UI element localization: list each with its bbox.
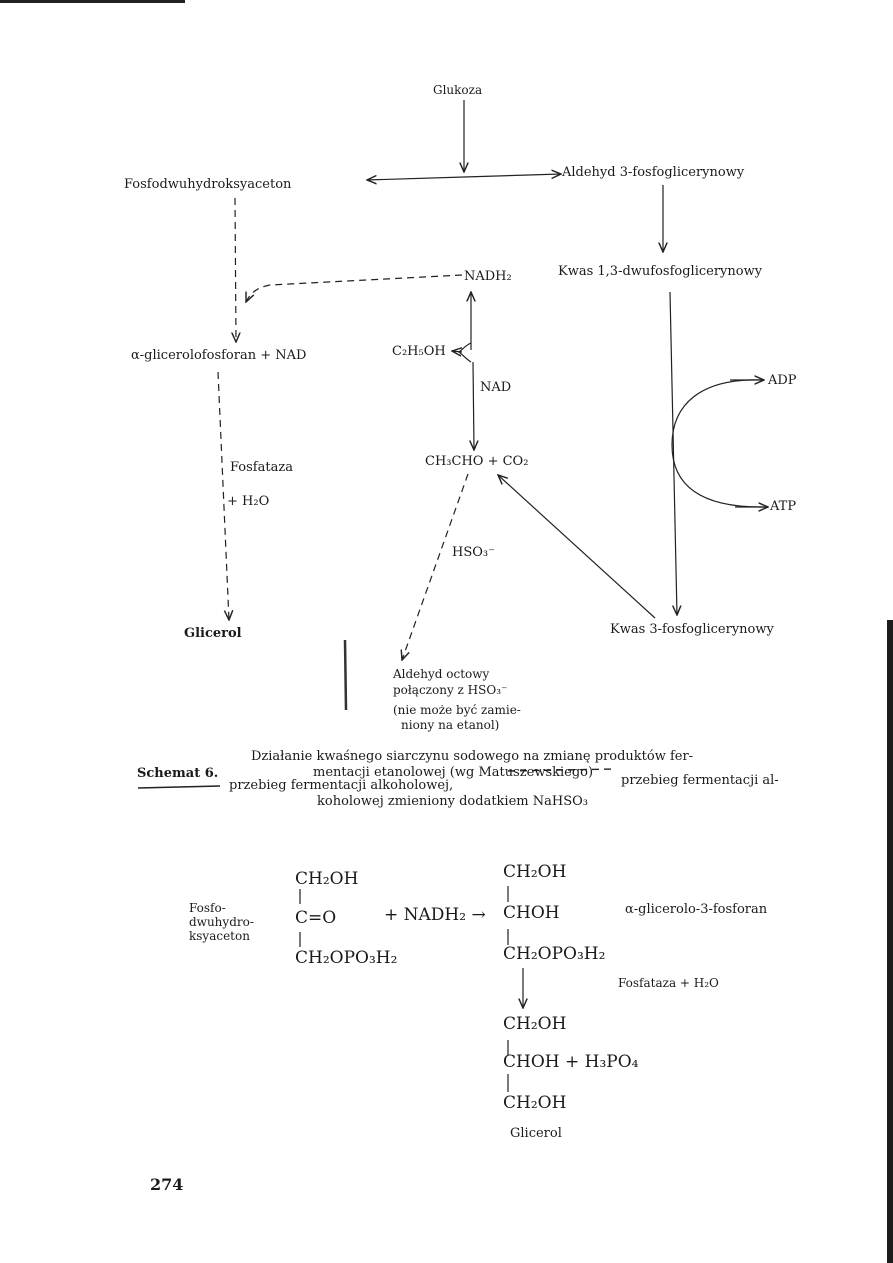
caption-line3a: przebieg fermentacji alkoholowej, [229, 778, 454, 793]
page-number: 274 [150, 1175, 184, 1194]
glicerol-c3: CH₂OH [503, 1093, 567, 1113]
node-nad: NAD [480, 380, 512, 395]
reactant-name-l2: dwuhydro- [189, 915, 254, 929]
node-atp: ATP [770, 499, 797, 514]
arrow-kwas13-to-kwas3 [670, 292, 677, 615]
legend-solid-line [138, 786, 220, 788]
reactant-name-l1: Fosfo- [189, 901, 226, 915]
node-fosfodwuhydroksyaceton: Fosfodwuhydroksyaceton [124, 177, 292, 192]
arrow-to-aldehyd [464, 174, 561, 177]
enzyme-label: Fosfataza + H₂O [618, 976, 719, 990]
node-glukoza: Glukoza [433, 83, 483, 97]
dashed-to-glicerolofosforan [235, 198, 236, 342]
product-c3: CH₂OPO₃H₂ [503, 944, 606, 964]
arrow-to-ch3cho [473, 362, 474, 450]
node-aldehyd-octowy-l2: połączony z HSO₃⁻ [393, 683, 508, 697]
reactant-c1: CH₂OH [295, 869, 359, 889]
caption-line2: mentacji etanolowej (wg Matuszewskiego) [313, 765, 594, 780]
product-c2: CHOH [503, 903, 560, 923]
caption-line3b: przebieg fermentacji al- [621, 773, 779, 788]
dashed-to-aldehyd-octowy [402, 474, 468, 660]
caption-label: Schemat 6. [137, 766, 219, 781]
glicerol-c1: CH₂OH [503, 1014, 567, 1034]
node-hso3: HSO₃⁻ [452, 545, 495, 560]
node-aldehyd-octowy-l1: Aldehyd octowy [393, 667, 490, 681]
node-kwas-13-dwufosfoglicerynowy: Kwas 1,3-dwufosfoglicerynowy [558, 264, 763, 279]
node-c2h5oh: C₂H₅OH [392, 344, 446, 359]
node-adp: ADP [768, 373, 797, 388]
node-fosfataza: Fosfataza [230, 460, 293, 475]
product-name: α-glicerolo-3-fosforan [625, 902, 768, 917]
node-aldehyd-3-fosfoglicerynowy: Aldehyd 3-fosfoglicerynowy [562, 165, 745, 180]
caption-line1: Działanie kwaśnego siarczynu sodowego na zmianę produktów fer- [251, 749, 694, 764]
caption-line4: koholowej zmieniony dodatkiem NaHSO₃ [317, 794, 588, 809]
adp-atp-arc [672, 380, 765, 507]
reactant-c3: CH₂OPO₃H₂ [295, 948, 398, 968]
node-glicerol: Glicerol [184, 626, 242, 641]
plus-nadh2: + NADH₂ → [384, 905, 486, 925]
node-ch3cho-co2: CH₃CHO + CO₂ [425, 454, 529, 469]
node-aldehyd-octowy-l3: (nie może być zamie- [393, 703, 521, 717]
reactant-c2: C=O [295, 908, 337, 928]
node-h2o: + H₂O [227, 494, 270, 509]
scan-mark [345, 640, 346, 710]
arrow-kwas3-to-ch3cho [498, 475, 655, 618]
brace-curve [459, 343, 471, 362]
dashed-nadh-to-glicerolofosforan [246, 275, 462, 302]
node-aldehyd-octowy-l4: niony na etanol) [401, 718, 500, 732]
reactant-name-l3: ksyaceton [189, 929, 250, 943]
product-c1: CH₂OH [503, 862, 567, 882]
arrow-to-fosfodwuhydroksyaceton [367, 177, 464, 180]
node-kwas-3-fosfoglicerynowy: Kwas 3-fosfoglicerynowy [610, 622, 774, 637]
final-product-name: Glicerol [510, 1126, 562, 1141]
node-nadh2: NADH₂ [464, 269, 512, 284]
node-alfa-glicerolofosforan: α-glicerolofosforan + NAD [131, 348, 307, 363]
glicerol-c2: CHOH + H₃PO₄ [503, 1052, 639, 1072]
